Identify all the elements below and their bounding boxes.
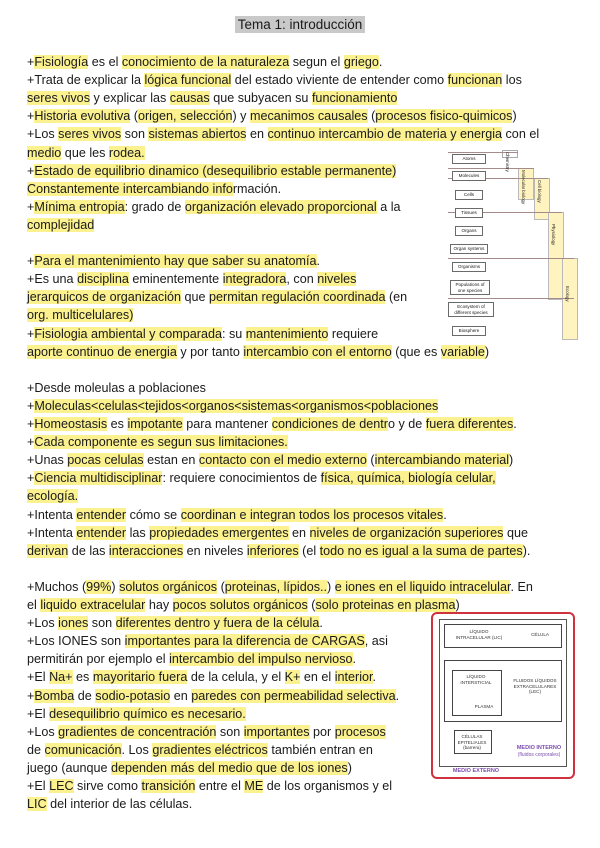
text-segment: ( [130,109,138,124]
body-fluids-label: (fluidos corporales) [517,752,561,758]
highlighted-text: ecología. [27,489,79,504]
interstitial-label: LÍQUIDO INTERSTICIAL [460,674,492,685]
text-segment: ). [522,543,531,558]
text-segment: de [74,688,96,703]
text-segment: . [395,688,400,703]
text-segment: las [126,525,150,540]
highlighted-text: entender [76,525,127,540]
text-segment: +Los [27,724,59,739]
level-box: Cells [455,190,483,200]
highlighted-text: solutos orgánicos [119,579,218,594]
text-segment: +Los [27,127,59,142]
highlighted-text: propiedades emergentes [149,525,289,540]
text-segment: también entran en [267,742,373,757]
text-segment: es [107,417,128,431]
text-line [27,163,396,180]
highlighted-text: diferentes dentro y fuera de la célula [115,616,320,631]
highlighted-text: Homeostasis [34,417,108,431]
highlighted-text: procesos fisico-quimicos [375,109,513,124]
text-line [27,796,192,813]
text-line [27,488,78,505]
text-segment: que subyacen su [209,91,312,106]
text-segment: requiere [328,326,379,341]
text-segment: . [378,55,383,69]
text-line [27,543,530,560]
highlighted-text: entender [76,507,127,522]
highlighted-text: sistemas abiertos [148,127,247,142]
plasma-label: PLASMA [474,704,494,709]
text-line [27,688,399,705]
text-segment: +Intenta [27,507,77,522]
text-line [27,145,145,162]
highlighted-text: ME [244,779,264,793]
text-segment: +Desde moleulas a poblaciones [27,380,206,395]
text-segment: + [27,109,35,124]
text-segment: ) [484,344,490,359]
highlighted-text: coordinan e integran todos los procesos vitales [180,507,444,522]
text-segment: , con [286,272,318,287]
highlighted-text: Para el mantenimiento hay que saber su anatomía [34,254,317,269]
highlighted-text: condiciones de dentr [271,417,388,431]
text-segment: y explicar las [90,91,170,106]
text-segment: de las [68,543,109,558]
text-line [27,742,373,759]
highlighted-text: Na+ [49,670,73,685]
text-segment: son [88,616,116,631]
highlighted-text: derivan [27,543,69,558]
highlighted-text: gradientes de concentración [58,724,217,739]
text-segment: (en [385,290,408,305]
text-segment: + [27,688,35,703]
text-segment: para mantener [182,417,272,431]
highlighted-text: solo proteinas en plasma [315,598,456,612]
text-segment: . [316,254,320,269]
text-segment: el [27,598,41,612]
highlighted-text: causas [169,91,210,106]
highlighted-text: seres vivos [58,127,122,142]
text-segment: del interior de las células. [46,797,193,812]
text-segment: y por tanto [176,344,244,359]
text-segment: estan en [143,453,199,468]
highlighted-text: 99% [86,579,112,594]
highlighted-text: LIC [27,797,47,812]
highlighted-text: funcionamiento [311,91,398,106]
text-segment: en niveles [183,543,247,558]
text-segment: segun el [289,55,344,69]
highlighted-text: liquido extracelular [40,598,146,612]
highlighted-text: Historia evolutiva [34,109,131,124]
level-guide [448,258,574,259]
text-segment: + [27,417,35,431]
text-segment: en el [300,670,335,685]
highlighted-text: comunicación [44,742,122,757]
highlighted-text: pocos solutos orgánicos [172,598,308,612]
text-line [27,724,386,741]
highlighted-text: conocimiento de la naturaleza [121,55,290,69]
text-segment: por [309,724,335,739]
discipline-label: Physiology [551,224,556,246]
text-line [27,181,281,198]
highlighted-text: origen, selección [137,109,233,124]
text-segment: +Trata de explicar la [27,73,145,88]
epithelium-label: CÉLULAS EPITELIALES (barrera) [457,734,487,750]
text-segment: . [513,417,517,431]
level-box: Ecosystem of different species [448,302,494,317]
text-segment: +Los IONES son [27,634,125,649]
text-line [27,434,288,451]
text-segment: +Intenta [27,525,77,540]
text-segment: juego (aunque [27,760,112,775]
text-segment: sirve como [73,779,142,793]
text-line [27,108,517,125]
text-segment: . [443,507,447,522]
text-segment: permitirán por ejemplo el [27,652,170,667]
highlighted-text: importantes [243,724,310,739]
text-segment: que les [61,145,109,160]
level-box: Organisms [452,262,486,272]
highlighted-text: disciplina [77,272,129,287]
internal-medium-diagram [431,612,575,779]
text-segment: +Unas [27,453,68,468]
text-segment: a la [376,199,401,214]
text-line [27,579,533,596]
level-box: Biosphere [452,326,486,336]
highlighted-text: Cada componente es segun sus limitaciones. [34,435,288,450]
discipline-label: Cell biology [537,180,542,203]
text-segment: + [27,326,35,341]
highlighted-text: permitan regulación coordinada [209,290,386,305]
text-segment: ) y [232,109,250,124]
text-segment: + [27,163,35,178]
highlighted-text: Fisiología [34,55,89,69]
level-box: Organs [455,226,483,236]
highlighted-text: interior [334,670,373,685]
text-segment: del estado viviente de entender como [231,73,448,88]
highlighted-text: Bomba [34,688,75,703]
text-line [27,398,438,415]
text-line [27,452,513,469]
text-segment: en [288,525,310,540]
text-line [27,307,133,324]
highlighted-text: griego [343,55,379,69]
level-guide [448,168,534,169]
text-segment: + [27,55,35,69]
highlighted-text: variable [440,344,485,359]
lec-label: FLUIDOS LÍQUIDOS EXTRACELULARES (LEC) [513,678,557,694]
highlighted-text: todo no es igual a la suma de partes [319,543,523,558]
text-segment: . [372,670,377,685]
highlighted-text: LEC [49,779,74,793]
text-line [27,380,206,397]
internal-medium-label: MEDIO INTERNO [516,745,562,751]
text-segment: +El [27,779,50,793]
text-segment: (que es [391,344,441,359]
highlighted-text: gradientes eléctricos [152,742,268,757]
text-segment: +Muchos ( [27,579,87,594]
text-segment: es el [88,55,122,69]
highlighted-text: e iones en el liquido intracelular [334,579,511,594]
highlighted-text: continuo intercambio de materia y energia [267,127,503,142]
highlighted-text: fuera diferentes [425,417,514,431]
text-line [27,126,539,143]
highlighted-text: proteinas, lípidos.. [224,579,328,594]
text-segment: ( [307,598,316,612]
text-line [27,470,496,487]
text-segment: en [246,127,268,142]
highlighted-text: interacciones [108,543,184,558]
highlighted-text: niveles [317,272,357,287]
text-segment: + [27,471,35,486]
highlighted-text: física, química, biología celular, [320,471,496,486]
highlighted-text: org. multicelulares) [27,308,134,323]
text-segment: de la celula, y el [187,670,285,685]
text-line [27,72,522,89]
highlighted-text: dependen más del medio que de los iones [111,760,348,775]
level-box: Molecules [452,171,486,181]
highlighted-text: procesos [334,724,386,739]
highlighted-text: inferiores [246,543,299,558]
text-segment: , asi [364,634,388,649]
text-segment: o y de [387,417,426,431]
text-segment: ) [347,760,352,775]
highlighted-text: mecanimos causales [249,109,368,124]
text-segment: +El [27,670,50,685]
highlighted-text: K+ [284,670,301,685]
text-segment: . [319,616,323,631]
highlighted-text: impotante [127,417,183,431]
text-segment: . En [510,579,533,594]
text-segment: ) [111,579,120,594]
highlighted-text: mantenimiento [245,326,329,341]
text-line [27,651,356,668]
text-line [27,416,517,433]
text-segment: ( [217,579,225,594]
text-segment: + [27,435,35,450]
text-segment: de los organismos y el [263,779,393,793]
highlighted-text: niveles de organización superiores [309,525,504,540]
text-line [27,217,94,234]
text-segment: que [181,290,210,305]
text-line [27,90,397,107]
text-line [27,778,392,795]
text-line [27,253,320,270]
text-segment: ) [455,598,460,612]
text-line [27,633,388,650]
discipline-label: Chemistry [505,152,510,172]
level-box: Tissues [455,208,483,218]
organization-levels-figure [448,150,574,340]
text-segment: son [121,127,149,142]
text-segment: +Es una [27,272,78,287]
highlighted-text: integradora [222,272,287,287]
text-segment: eminentemente [128,272,223,287]
text-segment: ) [512,109,517,124]
text-segment: con el [502,127,540,142]
text-segment: es [72,670,93,685]
highlighted-text: transición [141,779,196,793]
highlighted-text: sodio-potasio [95,688,171,703]
text-line [27,271,356,288]
cell-label: CÉLULA [531,632,549,637]
text-segment: ) [509,453,514,468]
text-segment: entre el [195,779,245,793]
highlighted-text: mayoritario fuera [92,670,188,685]
text-line [27,289,407,306]
text-segment: los [502,73,522,88]
highlighted-text: intercambio del impulso nervioso [169,652,353,667]
diagram-frame [439,619,567,767]
text-segment: en [170,688,192,703]
highlighted-text: Fisiologia ambiental y comparada [34,326,222,341]
highlighted-text: jerarquicos de organización [27,290,182,305]
level-box: Organ systems [450,244,488,254]
page-title: Tema 1: introducción [0,16,600,34]
highlighted-text: iones [58,616,89,631]
text-segment: (el [298,543,320,558]
text-line [27,760,352,777]
level-box: Atoms [452,154,486,164]
text-segment: que [503,525,528,540]
highlighted-text: funcionan [447,73,503,88]
highlighted-text: contacto con el medio externo [198,453,367,468]
highlighted-text: organización elevado proporcional [184,199,377,214]
highlighted-text: seres vivos [27,91,90,106]
highlighted-text: rodea. [108,145,145,160]
text-line [27,344,489,361]
highlighted-text: Ciencia multidisciplinar [34,471,163,486]
highlighted-text: Moleculas<celulas<tejidos<organos<sistemas<organismos<poblaciones [34,398,439,413]
highlighted-text: medio [27,145,62,160]
text-line [27,525,528,542]
text-line [27,199,401,216]
text-segment: ( [367,109,376,124]
text-segment: hay [145,598,173,612]
text-segment: . Los [121,742,153,757]
text-line [27,706,246,723]
highlighted-text: desequilibrio químico es necesario. [49,706,246,721]
highlighted-text: Estado de equilibrio dinamico (desequilibrio estable permanente) [34,163,397,178]
highlighted-text: importantes para la diferencia de CARGAS [124,634,365,649]
text-segment: : requiere conocimientos de [162,471,321,486]
text-segment: ( [366,453,375,468]
text-segment: + [27,398,35,413]
text-segment: + [27,199,35,214]
text-segment: de [27,742,45,757]
text-line [27,54,382,71]
text-segment: : su [221,326,246,341]
text-line [27,615,323,632]
discipline-label: Molecular biology [521,170,526,205]
text-segment: + [27,254,35,269]
highlighted-text: paredes con permeabilidad selectiva [191,688,396,703]
text-segment: +Los [27,616,59,631]
text-line [27,669,376,686]
highlighted-text: lógica funcional [144,73,232,88]
text-segment: +El [27,706,50,721]
level-guide [448,298,574,299]
lic-label: LÍQUIDO INTRACELULAR (LIC) [455,629,503,640]
text-segment: rmación. [232,181,282,196]
text-segment: : grado de [124,199,185,214]
text-line [27,507,447,524]
level-box: Populations of one species [450,280,490,295]
text-line [27,326,378,343]
discipline-label: Ecology [565,286,570,302]
text-segment: cómo se [126,507,181,522]
highlighted-text: intercambiando material [374,453,510,468]
text-line [27,597,460,614]
text-segment: son [216,724,244,739]
text-segment: ) [327,579,335,594]
highlighted-text: pocas celulas [67,453,144,468]
highlighted-text: intercambio con el entorno [243,344,392,359]
text-segment: . [352,652,356,667]
highlighted-text: aporte continuo de energia [27,344,177,359]
external-medium-label: MEDIO EXTERNO [452,768,500,774]
highlighted-text: complejidad [27,217,95,232]
highlighted-text: Mínima entropia [34,199,125,214]
highlighted-text: Constantemente intercambiando info [27,181,233,196]
